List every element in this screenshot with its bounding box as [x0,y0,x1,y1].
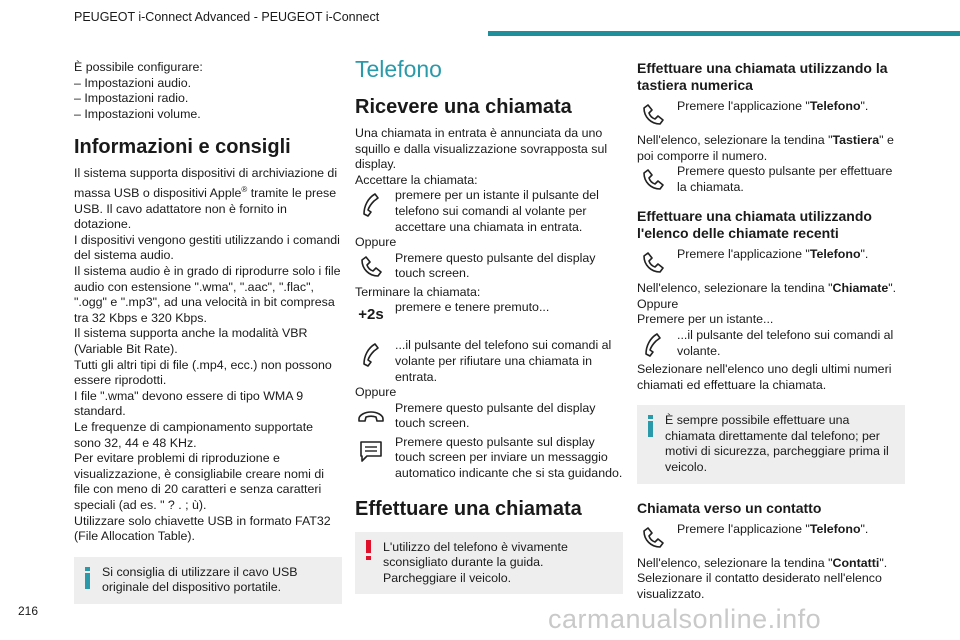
config-list [74,76,342,123]
oppure: Oppure [355,235,397,250]
text: ". [879,555,888,570]
paragraph [637,281,905,297]
column-2 [355,56,623,594]
steering-phone-icon [355,188,387,220]
warning-icon-dot [366,556,371,560]
heading-informazioni: Informazioni e consigli [74,136,291,159]
heading-recenti: Effettuare una chiamata utilizzando l'elenco delle chiamate recenti [637,208,872,242]
step-text [677,99,905,115]
step-row [637,247,905,281]
heading-ricevere: Ricevere una chiamata [355,96,572,118]
text: ". [860,99,869,113]
warning-icon [366,540,371,553]
step-text: Premere questo pulsante sul display touch screen per inviare un messaggio automatico indicante che si sta guidando. [395,434,623,480]
step-text: ...il pulsante del telefono sui comandi al volante. [677,327,894,358]
press-2s-icon: +2s [358,306,384,324]
info-icon-bar [85,573,90,589]
text: ". [860,247,869,262]
app-name: Telefono [809,521,861,536]
step-text: Premere questo pulsante per effettuare la chiamata. [677,164,893,194]
tab-name: Contatti [832,555,880,570]
warning-note [355,532,623,595]
paragraph: Selezionare il contatto desiderato nell'elenco visualizzato. [637,571,882,601]
text: Premere l'applicazione " [677,247,810,262]
phone-accept-icon [355,251,387,283]
tab-name: Chiamate [832,281,889,296]
step-row [355,338,623,385]
paragraph: I dispositivi vengono gestiti utilizzando i comandi del sistema audio. [74,232,340,263]
app-name: Telefono [809,99,861,113]
paragraph: Il sistema supporta anche la modalità VBR (Variable Bit Rate). [74,326,308,357]
phone-icon [637,99,669,131]
step-text: ...il pulsante del telefono sui comandi al volante per rifiutare una chiamata in entrata. [395,338,612,384]
paragraph: Terminare la chiamata: [355,284,481,299]
phone-icon [637,247,669,279]
step-text: premere e tenere premuto... [395,300,550,315]
info-note [637,405,905,483]
paragraph: Una chiamata in entrata è annunciata da uno squillo e dalla visualizzazione sovrapposta sul display. [355,126,608,172]
paragraph: Selezionare nell'elenco uno degli ultimi numeri chiamati ed effettuare la chiamata. [637,361,892,392]
step-row [637,164,905,198]
info-icon [85,567,90,571]
app-name: Telefono [809,247,861,262]
paragraph [637,556,905,572]
paragraph: Accettare la chiamata: [355,172,478,187]
heading-contatto: Chiamata verso un contatto [637,499,822,516]
text: Nell'elenco, selezionare la tendina " [637,133,833,147]
paragraph [637,133,905,164]
text: ". [860,521,869,536]
heading-effettuare: Effettuare una chiamata [355,497,582,520]
step-row [637,522,905,556]
paragraph: Tutti gli altri tipi di file (.mp4, ecc.) non possono essere riprodotti. [74,357,332,388]
oppure: Oppure [355,385,397,400]
step-text [677,522,905,538]
info-icon-bar [648,421,653,437]
paragraph: Le frequenze di campionamento supportate sono 32, 44 e 48 KHz. [74,420,314,450]
column-3 [637,60,905,602]
paragraph: Premere per un istante... [637,312,774,327]
note-text: È sempre possibile effettuare una chiamata direttamente dal telefono; per motivi di sicurezza, parcheggiare prima il veicolo. [665,413,889,474]
text: tramite le prese USB. Il cavo adattatore non è fornito in dotazione. [74,186,337,232]
step-row [637,328,905,362]
header-accent-bar [488,31,960,36]
info-note [74,557,342,604]
step-text: Premere questo pulsante del display touch screen. [395,250,596,281]
steering-phone-icon [355,338,387,370]
registered-mark: ® [241,184,248,194]
step-text: premere per un istante il pulsante del telefono sui comandi al volante per accettare una chiamata in entrata. [395,188,599,234]
step-text: Premere questo pulsante del display touch screen. [395,400,596,431]
step-row [355,435,623,482]
paragraph: Per evitare problemi di riproduzione e visualizzazione, è consigliabile creare nomi di file con meno di 20 caratteri e senza caratteri speciali (ad es. " ? . ; ù). [74,451,325,512]
text: Nell'elenco, selezionare la tendina " [637,281,833,296]
text: Premere l'applicazione " [677,99,810,113]
note-text: Si consiglia di utilizzare il cavo USB originale del dispositivo portatile. [102,564,298,595]
steering-phone-icon [637,328,669,360]
running-header: PEUGEOT i-Connect Advanced - PEUGEOT i-Connect [74,10,380,24]
oppure: Oppure [637,296,679,311]
list-item: – Impostazioni radio. [74,91,189,106]
paragraph: Utilizzare solo chiavette USB in formato FAT32 (File Allocation Table). [74,513,331,544]
page-number: 216 [18,604,39,618]
list-item: – Impostazioni audio. [74,75,192,90]
text: Premere l'applicazione " [677,521,810,536]
paragraph: Il sistema audio è in grado di riprodurre solo i file audio con estensione ".wma", ".aac", ".flac", ".ogg" e ".mp3", ad una velocità in bit compresa tra 32 Kbps e 320 Kbps. [74,264,341,325]
info-icon [648,415,653,419]
step-row [355,401,623,435]
section-title: Telefono [355,56,442,82]
message-icon [355,435,387,467]
step-row [355,300,623,334]
step-row [637,99,905,133]
column-1 [74,60,342,604]
phone-icon [637,522,669,554]
text: ". [888,281,897,296]
text: Il sistema supporta dispositivi di archiviazione di massa USB o dispositivi Apple [74,166,338,201]
warning-text: L'utilizzo del telefono è vivamente sconsigliato durante la guida. Parcheggiare il veicolo. [383,539,568,585]
heading-tastiera: Effettuare una chiamata utilizzando la tastiera numerica [637,60,888,93]
paragraph [74,166,342,233]
tab-name: Tastiera [832,133,880,147]
step-text [677,247,905,263]
config-intro: È possibile configurare: [74,60,203,74]
step-row [355,188,623,235]
watermark: carmanualsonline.info [548,604,822,634]
step-row [355,251,623,285]
text: " e poi comporre il numero. [637,133,894,163]
paragraph: I file ".wma" devono essere di tipo WMA 9 standard. [74,388,304,419]
text: Nell'elenco, selezionare la tendina " [637,555,833,570]
phone-hangup-icon [355,401,387,433]
list-item: – Impostazioni volume. [74,106,201,121]
phone-icon [637,164,669,196]
